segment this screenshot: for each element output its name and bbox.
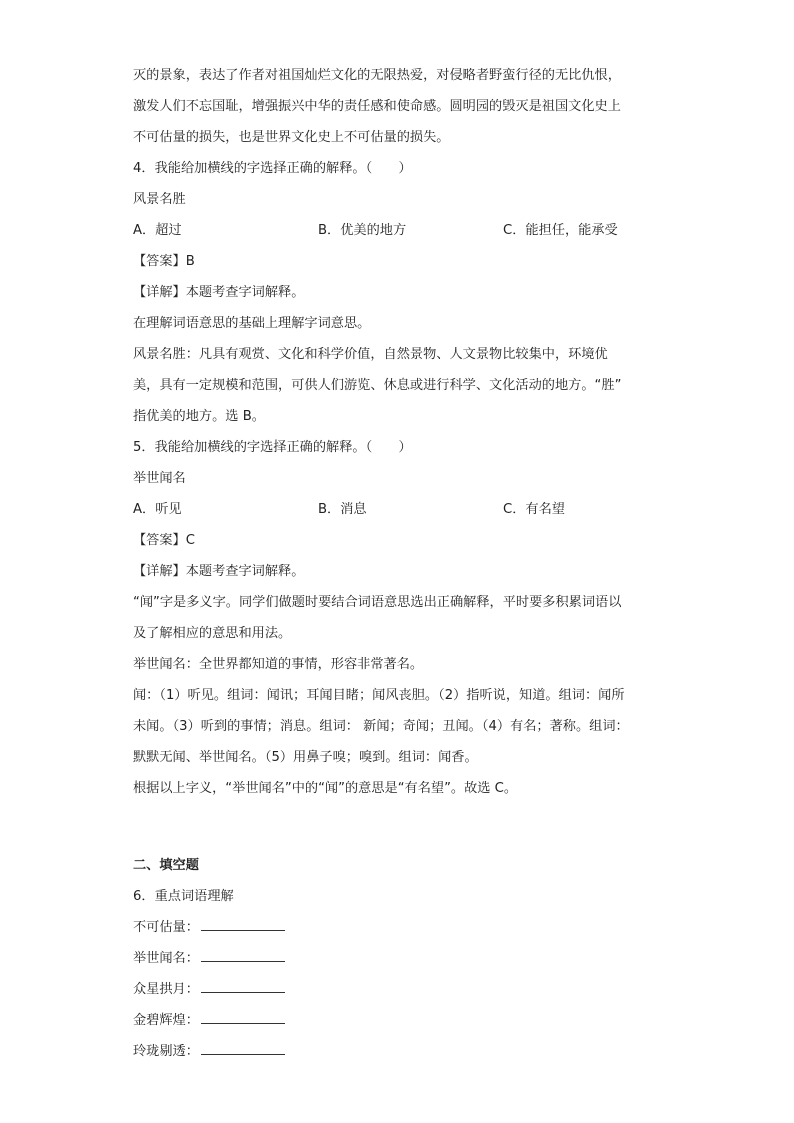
fill-item-label: 举世闻名： — [133, 951, 199, 966]
fill-item-label: 金碧辉煌： — [133, 1013, 199, 1028]
question-5-detail-line: 未闻。（3）听到的事情；消息。组词： 新闻；奇闻；丑闻。（4）有名；著称。组词： — [133, 719, 629, 734]
fill-item-label: 不可估量： — [133, 920, 199, 935]
section-heading: 二、填空题 — [133, 858, 199, 873]
question-5-word: 举世闻名 — [133, 471, 186, 486]
question-5-detail-line: 【详解】本题考查字词解释。 — [133, 564, 305, 579]
answer-blank[interactable] — [201, 918, 285, 931]
answer-blank[interactable] — [201, 1042, 285, 1055]
option-b: B．优美的地方 — [318, 223, 407, 238]
fill-item-label: 玲珑剔透： — [133, 1044, 199, 1059]
option-a: A．听见 — [133, 502, 182, 517]
question-4-answer: 【答案】B — [133, 254, 195, 269]
question-4-word: 风景名胜 — [133, 192, 186, 207]
question-5-detail-line: 默默无闻、举世闻名。（5）用鼻子嗅；嗅到。组词：闻香。 — [133, 750, 478, 765]
paragraph-line: 激发人们不忘国耻，增强振兴中华的责任感和使命感。圆明园的毁灭是祖国文化史上 — [133, 99, 621, 114]
question-6-stem: 6．重点词语理解 — [133, 889, 234, 904]
option-c: C．有名望 — [503, 502, 565, 517]
paragraph-line: 不可估量的损失，也是世界文化史上不可估量的损失。 — [133, 130, 450, 145]
question-4-stem: 4．我能给加横线的字选择正确的解释。（ ） — [133, 161, 412, 176]
option-a: A．超过 — [133, 223, 182, 238]
answer-blank[interactable] — [201, 1011, 285, 1024]
document-page — [133, 60, 663, 1067]
question-5-detail-line: 及了解相应的意思和用法。 — [133, 626, 292, 641]
fill-item — [133, 974, 663, 1005]
question-5-detail-line: 举世闻名：全世界都知道的事情，形容非常著名。 — [133, 657, 424, 672]
question-4-options — [133, 215, 663, 246]
fill-item — [133, 943, 663, 974]
question-5-detail-line: 闻：（1）听见。组词：闻讯；耳闻目睹；闻风丧胆。（2）指听说，知道。组词：闻所 — [133, 688, 625, 703]
option-c: C．能担任，能承受 — [503, 223, 618, 238]
question-5-options — [133, 494, 663, 525]
question-5-detail-line: 根据以上字义，“举世闻名”中的“闻”的意思是“有名望”。故选 C。 — [133, 781, 518, 796]
answer-blank[interactable] — [201, 949, 285, 962]
question-4-detail-line: 美，具有一定规模和范围，可供人们游览、休息或进行科学、文化活动的地方。“胜” — [133, 378, 622, 393]
paragraph-line: 灭的景象，表达了作者对祖国灿烂文化的无限热爱，对侵略者野蛮行径的无比仇恨， — [133, 68, 621, 83]
question-5-stem: 5．我能给加横线的字选择正确的解释。（ ） — [133, 440, 412, 455]
question-5-detail-line: “闻”字是多义字。同学们做题时要结合词语意思选出正确解释，平时要多积累词语以 — [133, 595, 622, 610]
answer-blank[interactable] — [201, 980, 285, 993]
question-5-answer: 【答案】C — [133, 533, 195, 548]
option-b: B．消息 — [318, 502, 367, 517]
fill-item — [133, 912, 663, 943]
question-4-detail-line: 【详解】本题考查字词解释。 — [133, 285, 305, 300]
question-4-detail-line: 风景名胜：凡具有观赏、文化和科学价值，自然景物、人文景物比较集中，环境优 — [133, 347, 608, 362]
fill-item — [133, 1036, 663, 1067]
question-4-detail-line: 在理解词语意思的基础上理解字词意思。 — [133, 316, 371, 331]
question-4-detail-line: 指优美的地方。选 B。 — [133, 409, 265, 424]
fill-item-label: 众星拱月： — [133, 982, 199, 997]
fill-item — [133, 1005, 663, 1036]
